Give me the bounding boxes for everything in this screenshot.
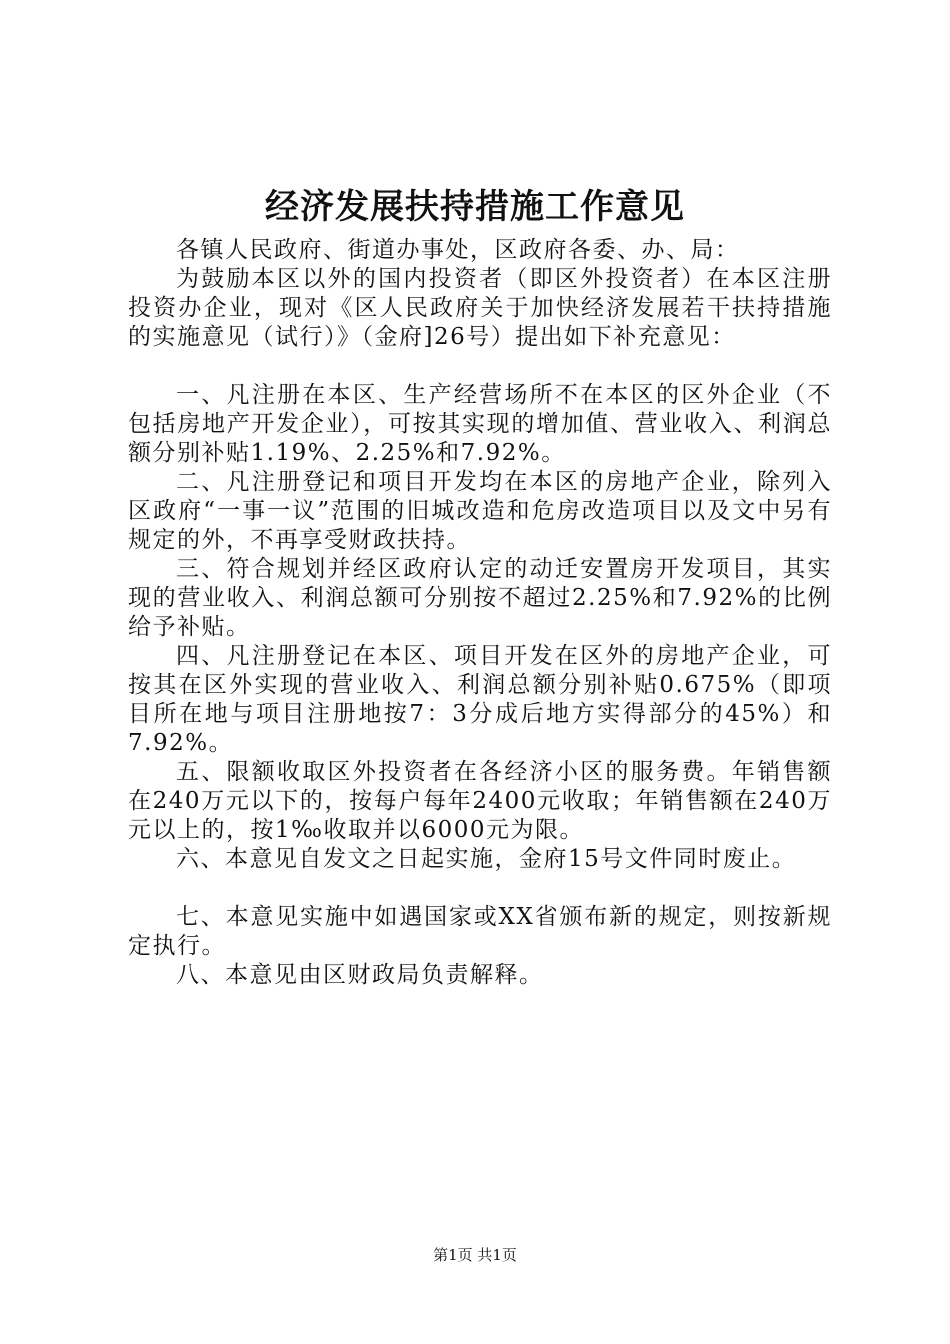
salutation: 各镇人民政府、街道办事处，区政府各委、办、局： xyxy=(176,237,740,263)
item-8: 八、本意见由区财政局负责解释。 xyxy=(176,962,544,988)
item-7: 七、本意见实施中如遇国家或XX省颁布新的规定，则按新规定执行。 xyxy=(128,904,832,959)
item-4: 四、凡注册登记在本区、项目开发在区外的房地产企业，可按其在区外实现的营业收入、利润总额分别补贴0.675%（即项目所在地与项目注册地按7：3分成后地方实得部分的45%）和7.92%。 xyxy=(128,643,832,756)
item-1: 一、凡注册在本区、生产经营场所不在本区的区外企业（不包括房地产开发企业），可按其实现的增加值、营业收入、利润总额分别补贴1.19%、2.25%和7.92%。 xyxy=(128,382,832,466)
item-5: 五、限额收取区外投资者在各经济小区的服务费。年销售额在240万元以下的，按每户每年2400元收取；年销售额在240万元以上的，按1‰收取并以6000元为限。 xyxy=(128,759,832,843)
document-title: 经济发展扶持措施工作意见 xyxy=(265,187,685,227)
document-body xyxy=(128,236,832,990)
item-3: 三、符合规划并经区政府认定的动迁安置房开发项目，其实现的营业收入、利润总额可分别按不超过2.25%和7.92%的比例给予补贴。 xyxy=(128,556,832,640)
paragraph-spacer xyxy=(128,352,832,381)
page-number-footer: 第1页 共1页 xyxy=(433,1246,517,1264)
paragraph-spacer xyxy=(128,874,832,903)
item-6: 六、本意见自发文之日起实施，金府15号文件同时废止。 xyxy=(176,846,797,872)
intro-paragraph: 为鼓励本区以外的国内投资者（即区外投资者）在本区注册投资办企业，现对《区人民政府关于加快经济发展若干扶持措施的实施意见（试行）》（金府]26号）提出如下补充意见： xyxy=(128,266,832,350)
item-2: 二、凡注册登记和项目开发均在本区的房地产企业，除列入区政府“一事一议”范围的旧城改造和危房改造项目以及文中另有规定的外，不再享受财政扶持。 xyxy=(128,469,832,553)
